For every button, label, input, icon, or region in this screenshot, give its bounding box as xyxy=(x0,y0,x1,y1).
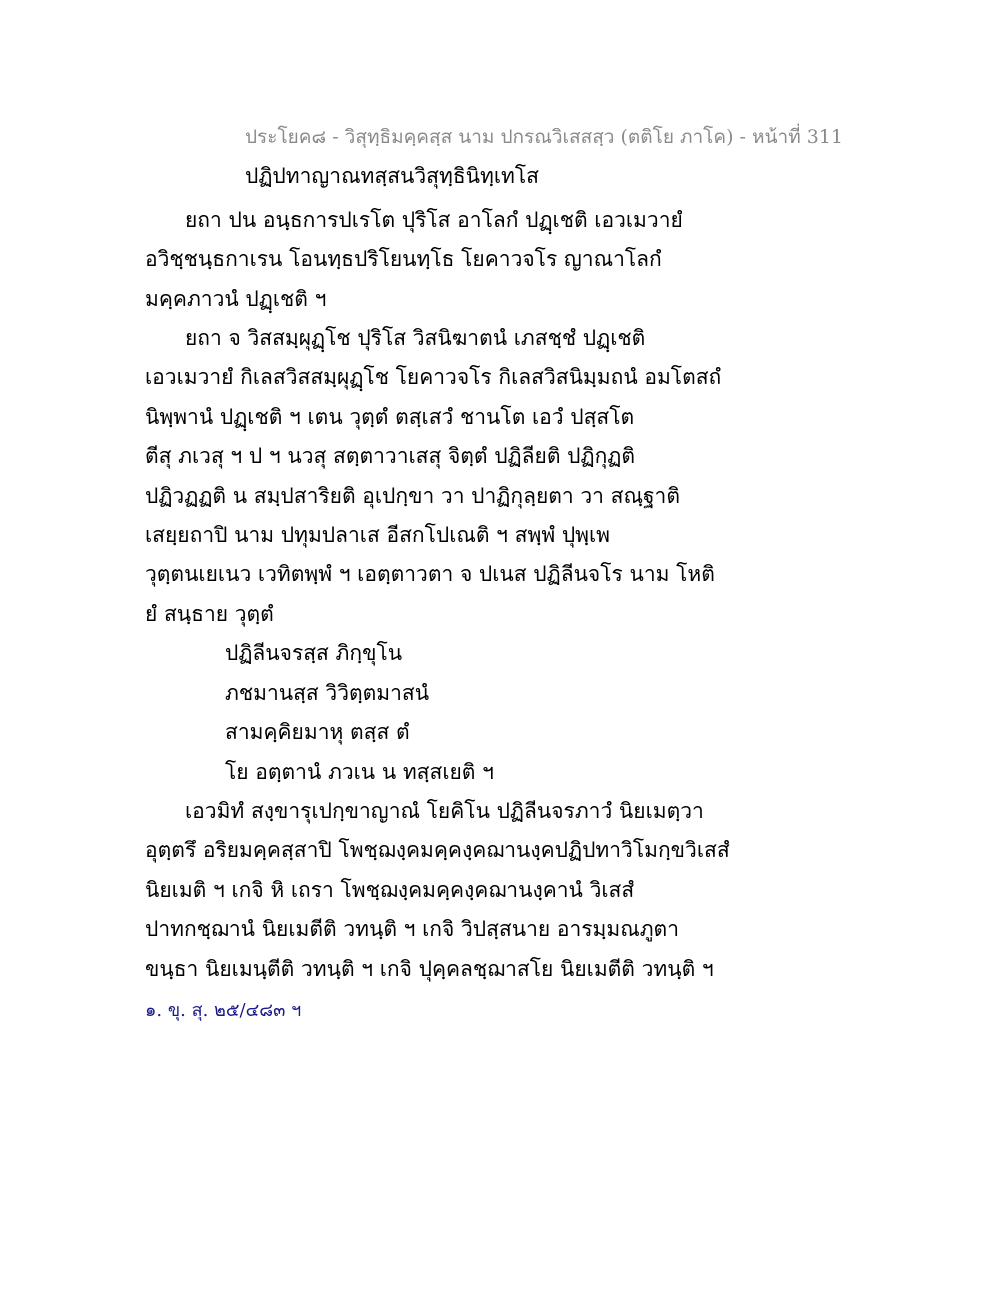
paragraph-3-line-3: นิยเมติ ฯ เกจิ หิ เถรา โพชฺฌงฺคมคฺคงฺคฌานงฺคานํ วิเสสํ xyxy=(145,878,635,902)
verse-line-3: สามคฺคิยมาหุ ตสฺส ตํ xyxy=(225,720,410,744)
verse-line-1: ปฏิลีนจรสฺส ภิกฺขุโน xyxy=(225,641,403,665)
paragraph-3-line-1: เอวมิทํ สงฺขารุเปกฺขาญาณํ โยคิโน ปฏิลีนจรภาวํ นิยเมตฺวา xyxy=(185,799,704,823)
paragraph-3-line-4: ปาทกชฺฌานํ นิยเมตีติ วทนฺติ ฯ เกจิ วิปสฺสนาย อารมฺมณภูตา xyxy=(145,917,679,941)
paragraph-1-line-3: มคฺคภาวนํ ปฏฺเชติ ฯ xyxy=(145,287,327,311)
paragraph-2-line-5: ปฏิวฏฏติ น สมฺปสาริยติ อุเปกฺขา วา ปาฏิกุลฺยตา วา สณฺฐาติ xyxy=(145,484,680,508)
paragraph-2-line-3: นิพฺพานํ ปฏฺเชติ ฯ เตน วุตฺตํ ตสฺเสวํ ชานโต เอวํ ปสฺสโต xyxy=(145,405,635,429)
page-header: ประโยค๘ - วิสุทฺธิมคฺคสฺส นาม ปกรณวิเสสสฺว (ตติโย ภาโค) - หน้าที่ 311 xyxy=(245,126,844,148)
footnote: ๑. ขุ. สุ. ๒๕/๔๘๓ ฯ xyxy=(145,1000,302,1021)
paragraph-3-line-2: อุตฺตรึ อริยมคฺคสฺสาปิ โพชฺฌงฺคมคฺคงฺคฌานงฺคปฏิปทาวิโมกฺขวิเสสํ xyxy=(145,838,730,862)
paragraph-2-line-6: เสยฺยถาปิ นาม ปทุมปลาเส อีสกโปเณติ ฯ สพฺพํ ปุพฺเพ xyxy=(145,523,611,547)
verse-line-4: โย อตฺตานํ ภวเน น ทสฺสเยติ ฯ xyxy=(225,760,494,784)
paragraph-3-line-5: ขนฺธา นิยเมนฺตีติ วทนฺติ ฯ เกจิ ปุคฺคลชฺฌาสโย นิยเมตีติ วทนฺติ ฯ xyxy=(145,957,714,981)
paragraph-2-line-4: ตีสุ ภเวสุ ฯ ป ฯ นวสุ สตฺตาวาเสสุ จิตฺตํ ปฏิลียติ ปฏิกุฏติ xyxy=(145,444,636,468)
paragraph-2-line-8: ยํ สนฺธาย วุตฺตํ xyxy=(145,602,274,626)
verse-line-2: ภชมานสฺส วิวิตฺตมาสนํ xyxy=(225,681,430,705)
paragraph-2-line-1: ยถา จ วิสสมฺผุฏฺโช ปุริโส วิสนิฆาตนํ เภสชฺชํ ปฏฺเชติ xyxy=(185,326,646,350)
paragraph-2-line-7: วุตฺตนเยเนว เวทิตพฺพํ ฯ เอตฺตาวตา จ ปเนส ปฏิลีนจโร นาม โหติ xyxy=(145,562,715,586)
section-title: ปฏิปทาญาณทสฺสนวิสุทฺธินิทฺเทโส xyxy=(245,164,539,188)
paragraph-1-line-2: อวิชฺชนฺธกาเรน โอนทฺธปริโยนทฺโธ โยคาวจโร ญาณาโลกํ xyxy=(145,247,662,271)
paragraph-1-line-1: ยถา ปน อนฺธการปเรโต ปุริโส อาโลกํ ปฏฺเชติ เอวเมวายํ xyxy=(185,208,683,232)
paragraph-2-line-2: เอวเมวายํ กิเลสวิสสมฺผุฏฺโช โยคาวจโร กิเลสวิสนิมฺมถนํ อมโตสถํ xyxy=(145,365,722,389)
